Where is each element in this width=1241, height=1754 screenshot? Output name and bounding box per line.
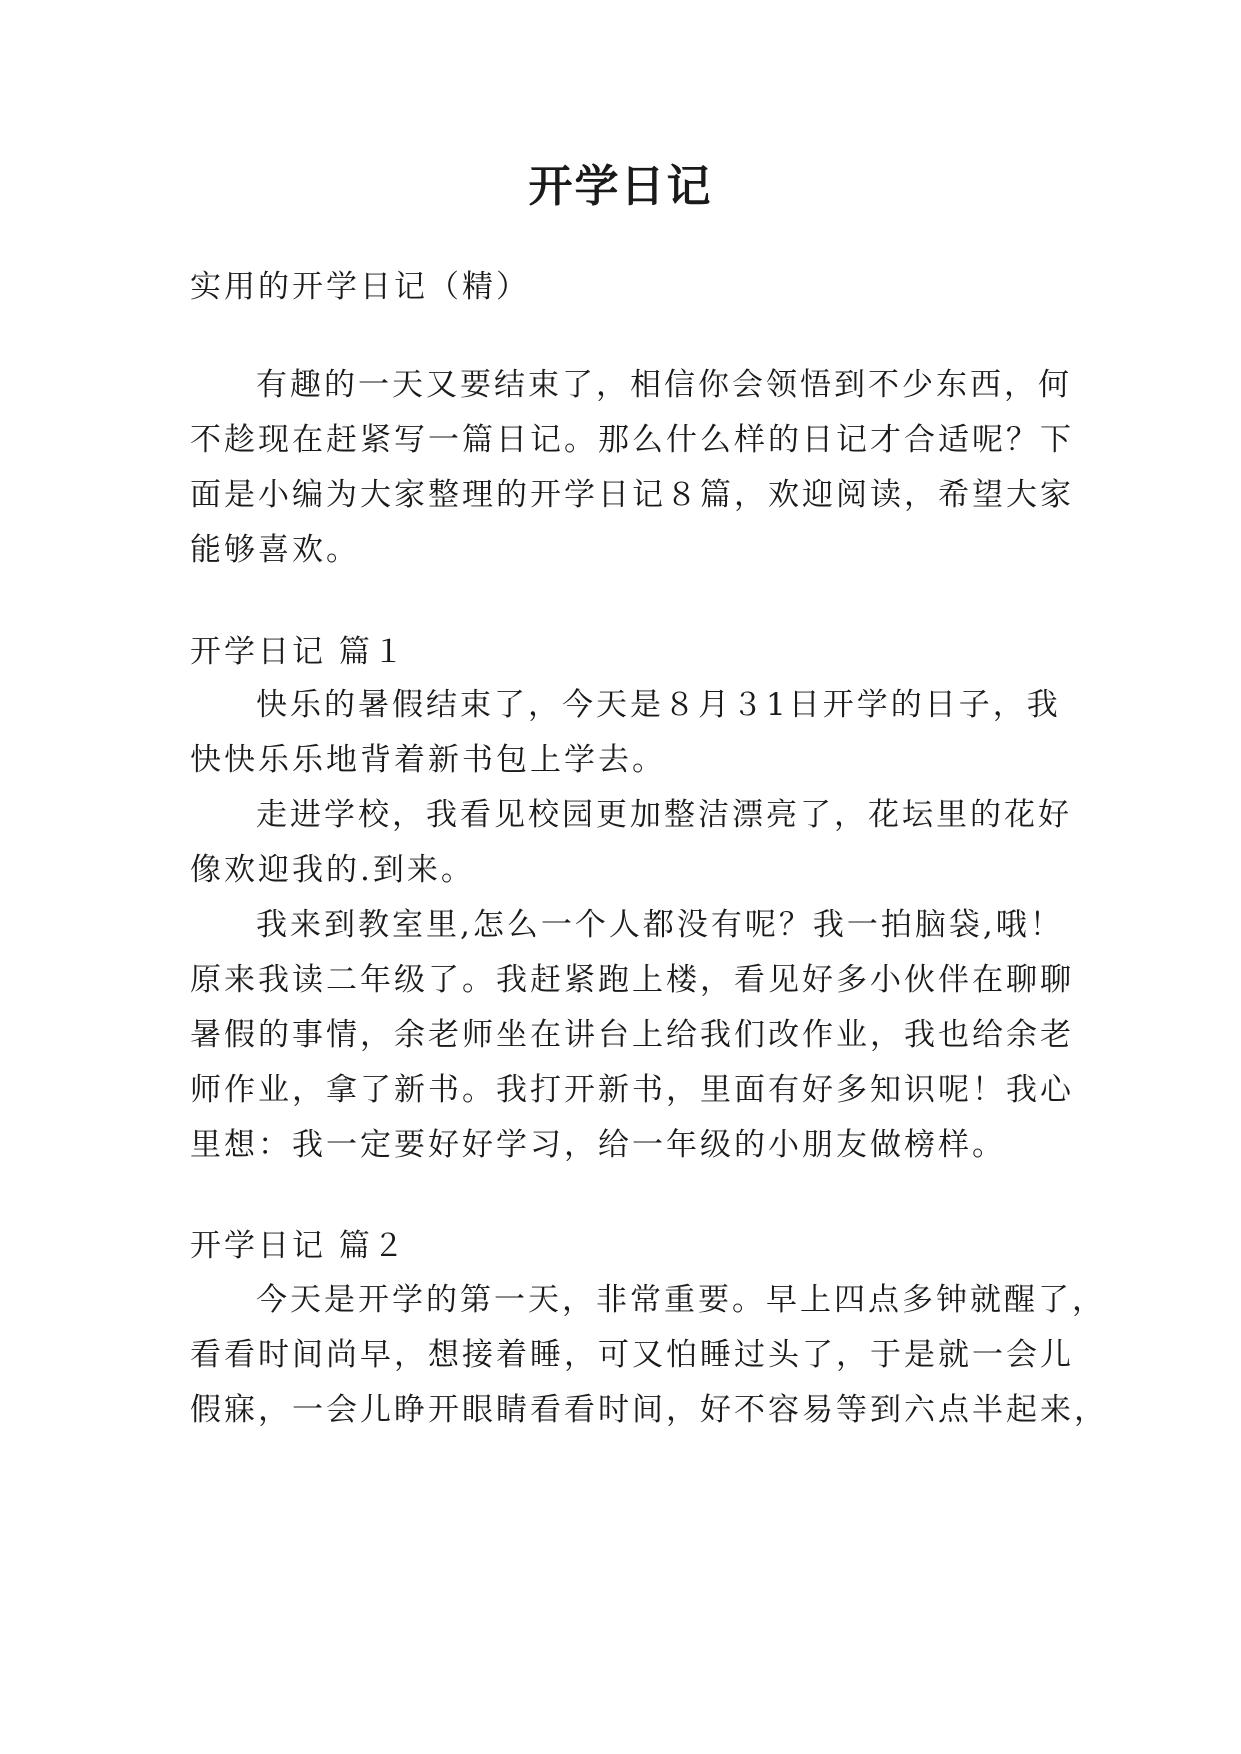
section-1-p3-line-2: 原来我读二年级了。我赶紧跑上楼，看见好多小伙伴在聊聊 (190, 962, 1074, 998)
section-1-p3-line-3: 暑假的事情，余老师坐在讲台上给我们改作业，我也给余老 (190, 1017, 1074, 1053)
section-2-p1-line-3: 假寐，一会儿睁开眼睛看看时间，好不容易等到六点半起来， (190, 1392, 1108, 1428)
section-2-heading: 开学日记 篇２ (190, 1228, 407, 1264)
section-1-heading: 开学日记 篇１ (190, 634, 407, 670)
section-1-p2-line-2: 像欢迎我的.到来。 (190, 852, 475, 888)
section-1-p3-line-5: 里想：我一定要好好学习，给一年级的小朋友做榜样。 (190, 1127, 1006, 1163)
section-1-p3-line-4: 师作业，拿了新书。我打开新书，里面有好多知识呢！我心 (190, 1072, 1074, 1108)
intro-line-4: 能够喜欢。 (190, 532, 360, 568)
intro-line-2: 不趁现在赶紧写一篇日记。那么什么样的日记才合适呢？下 (190, 422, 1074, 458)
subtitle: 实用的开学日记（精） (190, 269, 530, 305)
document-title: 开学日记 (528, 161, 713, 212)
section-2-p1-line-1: 今天是开学的第一天，非常重要。早上四点多钟就醒了， (256, 1282, 1106, 1318)
section-1-p1-line-1: 快乐的暑假结束了，今天是８月３1日开学的日子，我 (256, 687, 1061, 723)
section-2-p1-line-2: 看看时间尚早，想接着睡，可又怕睡过头了，于是就一会儿 (190, 1337, 1074, 1373)
intro-line-3: 面是小编为大家整理的开学日记８篇，欢迎阅读，希望大家 (190, 477, 1074, 513)
intro-line-1: 有趣的一天又要结束了，相信你会领悟到不少东西，何 (256, 367, 1072, 403)
section-1-p3-line-1: 我来到教室里,怎么一个人都没有呢？我一拍脑袋,哦！ (256, 907, 1064, 943)
section-1-p1-line-2: 快快乐乐地背着新书包上学去。 (190, 742, 666, 778)
section-1-p2-line-1: 走进学校，我看见校园更加整洁漂亮了，花坛里的花好 (256, 797, 1072, 833)
